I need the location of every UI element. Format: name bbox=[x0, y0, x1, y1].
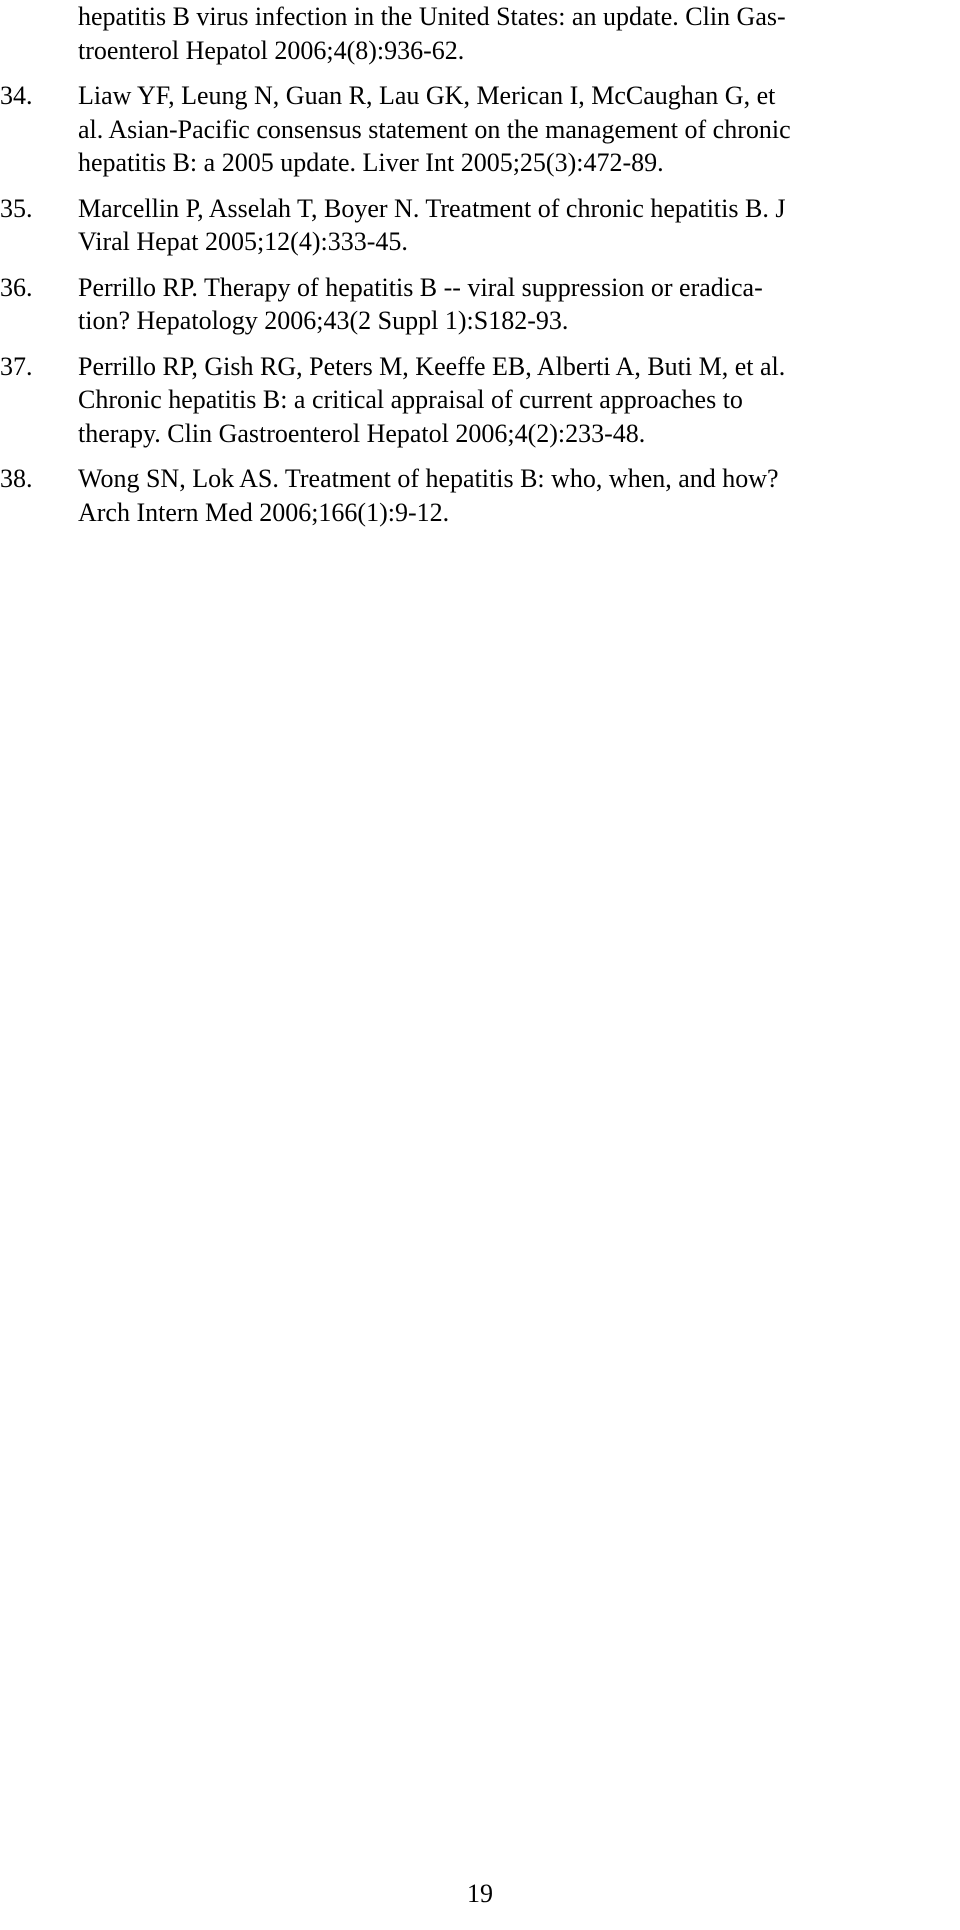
reference-line: Wong SN, Lok AS. Treatment of hepatitis B: who, when, and how? bbox=[78, 464, 779, 493]
reference-number: 37. bbox=[0, 351, 33, 381]
reference-line: tion? Hepatology 2006;43(2 Suppl 1):S182-93. bbox=[78, 306, 569, 335]
reference-line: Viral Hepat 2005;12(4):333-45. bbox=[78, 227, 408, 256]
reference-line: Chronic hepatitis B: a critical appraisal of current approaches to bbox=[78, 385, 743, 414]
reference-line: Liaw YF, Leung N, Guan R, Lau GK, Merican I, McCaughan G, et bbox=[78, 81, 776, 110]
reference-36 bbox=[0, 271, 938, 338]
reference-line: Arch Intern Med 2006;166(1):9-12. bbox=[78, 497, 450, 527]
reference-37 bbox=[0, 350, 938, 451]
reference-line: Perrillo RP, Gish RG, Peters M, Keeffe EB, Alberti A, Buti M, et al. bbox=[78, 351, 786, 381]
reference-line: therapy. Clin Gastroenterol Hepatol 2006;4(2):233-48. bbox=[78, 418, 646, 448]
reference-list bbox=[0, 0, 938, 541]
reference-number: 34. bbox=[0, 81, 33, 110]
reference-line: hepatitis B: a 2005 update. Liver Int 2005;25(3):472-89. bbox=[78, 148, 664, 177]
reference-body bbox=[78, 0, 938, 67]
page-number: 19 bbox=[467, 1879, 493, 1908]
reference-line: troenterol Hepatol 2006;4(8):936-62. bbox=[78, 35, 465, 65]
reference-body bbox=[78, 462, 938, 529]
reference-body bbox=[78, 192, 938, 259]
reference-body bbox=[78, 271, 938, 338]
reference-body bbox=[78, 350, 938, 451]
reference-line: hepatitis B virus infection in the United States: an update. Clin Gas- bbox=[78, 2, 786, 31]
reference-number: 35. bbox=[0, 193, 33, 223]
reference-continued bbox=[78, 0, 938, 67]
reference-line: Perrillo RP. Therapy of hepatitis B -- viral suppression or eradica- bbox=[78, 272, 763, 302]
reference-body bbox=[78, 79, 938, 180]
reference-38 bbox=[0, 462, 938, 529]
reference-34 bbox=[0, 79, 938, 180]
reference-number: 36. bbox=[0, 272, 33, 302]
reference-line: Marcellin P, Asselah T, Boyer N. Treatment of chronic hepatitis B. J bbox=[78, 193, 786, 223]
reference-number: 38. bbox=[0, 464, 33, 493]
reference-line: al. Asian-Pacific consensus statement on the management of chronic bbox=[78, 114, 791, 144]
reference-35 bbox=[0, 192, 938, 259]
